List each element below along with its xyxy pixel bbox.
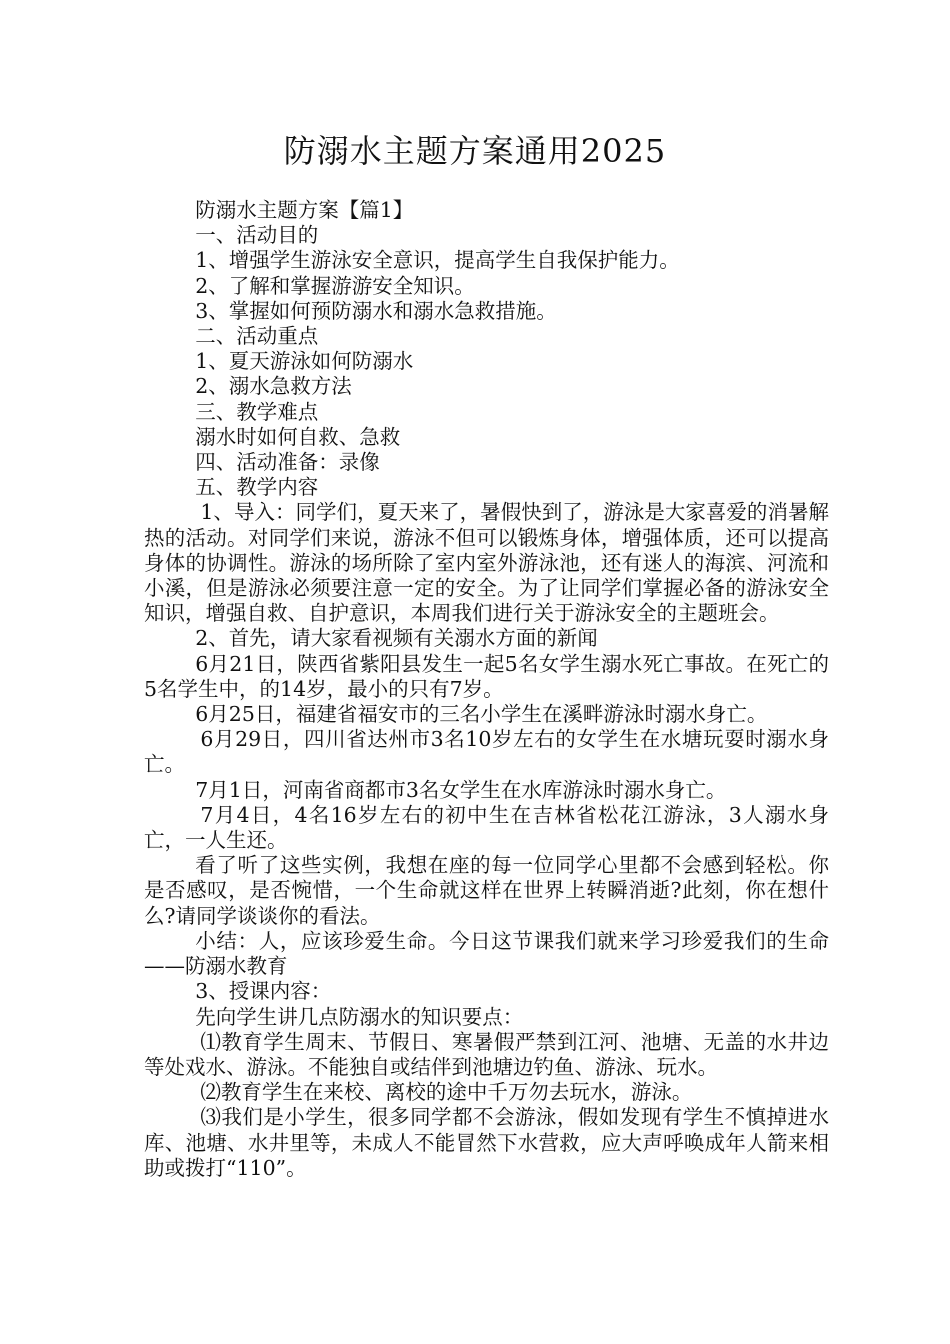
news-item: 6月25日，福建省福安市的三名小学生在溪畔游泳时溺水身亡。 [195, 702, 768, 727]
heading-preparation: 四、活动准备：录像 [195, 450, 380, 475]
news-item: 7月1日，河南省商都市3名女学生在水库游泳时溺水身亡。 [195, 777, 727, 802]
list-item: ⑴教育学生周末、节假日、寒暑假严禁到江河、池塘、无盖的水井边等处戏水、游泳。不能独自或结伴到池塘边钓鱼、游泳、玩水。 [144, 1029, 829, 1079]
heading-activity-focus: 二、活动重点 [195, 324, 319, 349]
heading-teaching-content: 五、教学内容 [195, 475, 319, 500]
paragraph: 小结：人，应该珍爱生命。今日这节课我们就来学习珍爱我们的生命——防溺水教育 [144, 928, 829, 979]
news-item: 6月21日，陕西省紫阳县发生一起5名女学生溺水死亡事故。在死亡的5名学生中，的14岁，最小的只有7岁。 [144, 651, 829, 701]
paragraph: 看了听了这些实例，我想在座的每一位同学心里都不会感到轻松。你是否感叹，是否惋惜，一个生命就这样在世界上转瞬消逝?此刻，你在想什么?请同学谈谈你的看法。 [144, 853, 829, 928]
document-title: 防溺水主题方案通用2025 [283, 132, 667, 170]
paragraph: 先向学生讲几点防溺水的知识要点： [195, 1004, 524, 1029]
paragraph: 3、授课内容： [195, 979, 332, 1004]
news-item: 6月29日，四川省达州市3名10岁左右的女学生在水塘玩耍时溺水身亡。 [144, 727, 829, 777]
list-item: ⑵教育学生在来校、离校的途中千万勿去玩水，游泳。 [200, 1080, 693, 1105]
heading-teaching-difficulty: 三、教学难点 [195, 399, 319, 424]
document-body [144, 198, 829, 1181]
list-item: 1、夏天游泳如何防溺水 [195, 349, 414, 374]
news-item: 7月4日，4名16岁左右的初中生在吉林省松花江游泳，3人溺水身亡，一人生还。 [144, 802, 829, 853]
paragraph: 溺水时如何自救、急救 [195, 424, 401, 449]
section-heading: 防溺水主题方案【篇1】 [195, 198, 414, 222]
list-item: 2、溺水急救方法 [195, 374, 352, 399]
heading-activity-goal: 一、活动目的 [195, 223, 319, 248]
list-item: ⑶我们是小学生，很多同学都不会游泳，假如发现有学生不慎掉进水库、池塘、水井里等，未成人不能冒然下水营救，应大声呼唤成年人箭来相助或拨打“110”。 [144, 1105, 829, 1180]
paragraph: 2、首先，请大家看视频有关溺水方面的新闻 [195, 626, 598, 651]
list-item: 2、了解和掌握游游安全知识。 [195, 273, 475, 298]
list-item: 3、掌握如何预防溺水和溺水急救措施。 [195, 298, 557, 323]
paragraph: 1、导入：同学们，夏天来了，暑假快到了，游泳是大家喜爱的消暑解热的活动。对同学们来说，游泳不但可以锻炼身体，增强体质，还可以提高身体的协调性。游泳的场所除了室内室外游泳池，还有迷人的海滨、河流和小溪，但是游泳必须要注意一定的安全。为了让同学们掌握必备的游泳安全知识，增强自救、自护意识，本周我们进行关于游泳安全的主题班会。 [144, 500, 829, 626]
list-item: 1、增强学生游泳安全意识，提高学生自我保护能力。 [195, 248, 680, 273]
